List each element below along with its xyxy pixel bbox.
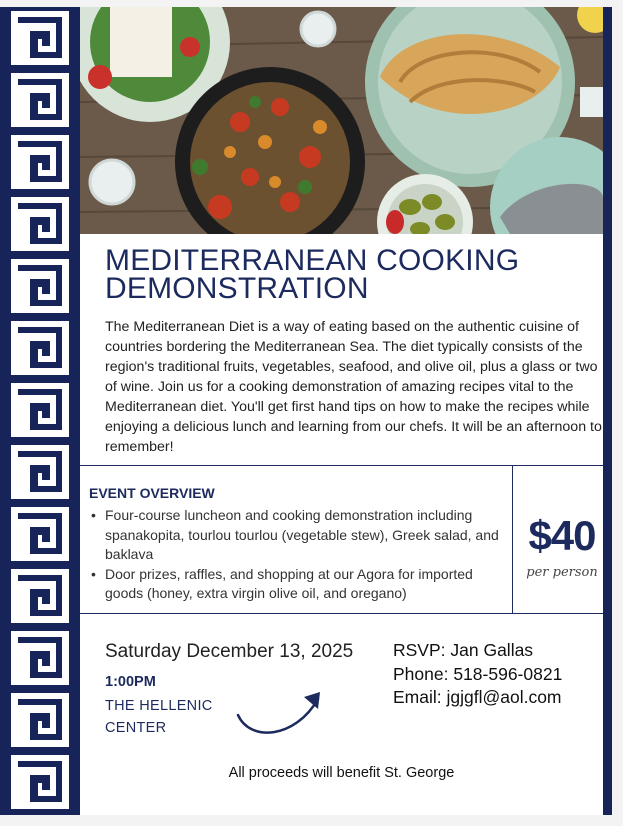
food-photo [80, 7, 603, 234]
overview-heading: EVENT OVERVIEW [89, 485, 215, 501]
intro-paragraph: The Mediterranean Diet is a way of eating based on the authentic cuisine of countries bordering the Mediterranean Sea. The diet typically consists of the region's traditional fruits, vegetables, seafood, and olive oil, plus a glass or two of wine. Join us for a cooking demonstration of amazing recipes vital to the Mediterranean diet. You'll get first hand tips on how to make the recipes while enjoying a delicious lunch and learning from our chefs. It will be an afternoon to remember! [105, 319, 602, 455]
venue-line-1: THE HELLENIC [105, 698, 213, 714]
footer-note: All proceeds will benefit St. George [228, 765, 455, 781]
rsvp-email: Email: jgjgfl@aol.com [393, 687, 562, 707]
overview-item: • Four-course luncheon and cooking demonstration including spanakopita, tourlou tourlou (vegetable stew), Greek salad, and baklava [89, 506, 507, 565]
flyer-page [0, 7, 612, 815]
divider-top [80, 465, 603, 466]
rsvp-block [393, 639, 562, 710]
greek-key-border [0, 7, 80, 815]
overview-list [89, 506, 507, 604]
divider-bottom [80, 613, 603, 614]
title-line-1: MEDITERRANEAN COOKING [105, 244, 520, 277]
curved-arrow-icon [230, 687, 330, 747]
price-unit: per person [526, 565, 598, 580]
title-line-2: DEMONSTRATION [105, 272, 369, 305]
rsvp-phone: Phone: 518-596-0821 [393, 663, 563, 684]
rsvp-contact: RSVP: Jan Gallas [393, 640, 534, 660]
price-amount: $40 [528, 512, 596, 559]
venue-line-2: CENTER [105, 720, 167, 736]
event-date: Saturday December 13, 2025 [105, 641, 354, 662]
page-title [105, 244, 595, 305]
event-time: 1:00PM [105, 674, 156, 690]
greek-key-border-icon [0, 7, 80, 815]
overview-item: • Door prizes, raffles, and shopping at our Agora for imported goods (honey, extra virgin olive oil, and oregano) [89, 565, 507, 604]
